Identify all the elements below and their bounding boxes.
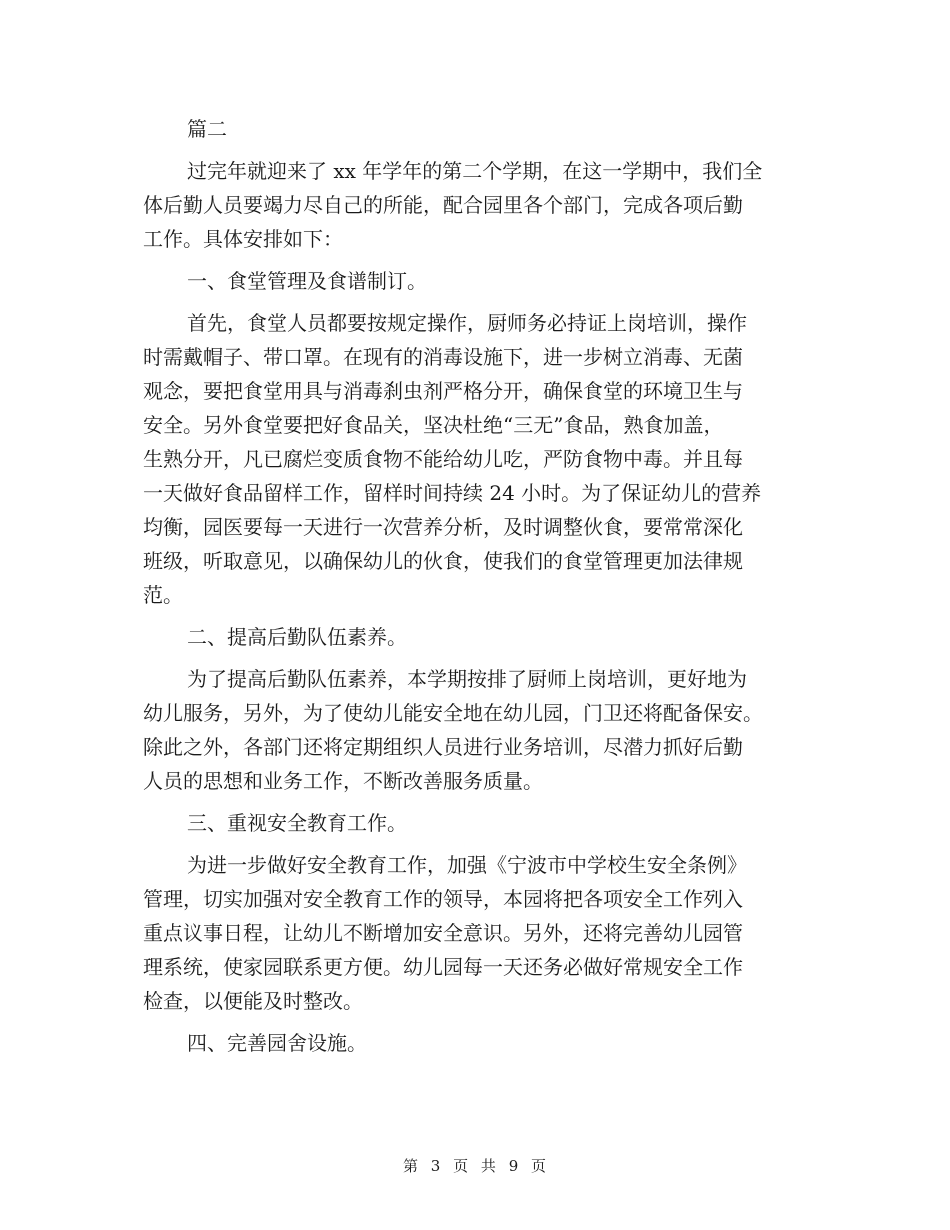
paragraph-line: 首先，食堂人员都要按规定操作，厨师务必持证上岗培训，操作 — [187, 311, 747, 335]
paragraph-line: 一天做好食品留样工作，留样时间持续 24 小时。为了保证幼儿的营养 — [143, 481, 762, 505]
footer-page-word: 页 — [453, 1157, 470, 1175]
paragraph-line: 管理，切实加强对安全教育工作的领导，本园将把各项安全工作列入 — [143, 887, 743, 911]
section-heading: 二、提高后勤队伍素养。 — [187, 625, 407, 649]
paragraph-line: 范。 — [143, 583, 183, 607]
paragraph-line: 除此之外，各部门还将定期组织人员进行业务培训，尽潜力抓好后勤 — [143, 735, 743, 759]
paragraph-line: 班级，听取意见，以确保幼儿的伙食，使我们的食堂管理更加法律规 — [143, 549, 743, 573]
section-heading: 一、食堂管理及食谱制订。 — [187, 269, 427, 293]
section-heading: 三、重视安全教育工作。 — [187, 811, 407, 835]
paragraph-intro — [143, 154, 813, 256]
paragraph-line: 重点议事日程，让幼儿不断增加安全意识。另外，还将完善幼儿园管 — [143, 921, 743, 945]
section-title: 篇二 — [187, 117, 227, 141]
section-heading: 四、完善园舍设施。 — [187, 1031, 367, 1055]
paragraph-line: 体后勤人员要竭力尽自己的所能，配合园里各个部门，完成各项后勤 — [143, 193, 743, 217]
page-footer — [0, 1155, 950, 1176]
footer-total-word: 共 — [480, 1157, 497, 1175]
paragraph-line: 为进一步做好安全教育工作，加强《宁波市中学校生安全条例》 — [187, 853, 747, 877]
paragraph-line: 观念，要把食堂用具与消毒刹虫剂严格分开，确保食堂的环境卫生与 — [143, 379, 743, 403]
paragraph-line: 过完年就迎来了 xx 年学年的第二个学期，在这一学期中，我们全 — [187, 159, 763, 183]
paragraph-canteen — [143, 306, 813, 612]
paragraph-staff — [143, 662, 813, 798]
paragraph-safety — [143, 848, 813, 1018]
paragraph-line: 工作。具体安排如下： — [143, 227, 343, 251]
document-body — [143, 112, 813, 1060]
paragraph-line: 生熟分开，凡已腐烂变质食物不能给幼儿吃，严防食物中毒。并且每 — [143, 447, 743, 471]
paragraph-line: 时需戴帽子、带口罩。在现有的消毒设施下，进一步树立消毒、无菌 — [143, 345, 743, 369]
paragraph-line: 理系统，使家园联系更方便。幼儿园每一天还务必做好常规安全工作 — [143, 955, 743, 979]
footer-current-page: 3 — [430, 1157, 442, 1175]
footer-total-pages: 9 — [508, 1157, 520, 1175]
paragraph-line: 人员的思想和业务工作，不断改善服务质量。 — [143, 769, 543, 793]
paragraph-line: 检查，以便能及时整改。 — [143, 989, 363, 1013]
paragraph-line: 均衡，园医要每一天进行一次营养分析，及时调整伙食，要常常深化 — [143, 515, 743, 539]
footer-suffix: 页 — [531, 1157, 548, 1175]
footer-prefix: 第 — [402, 1157, 419, 1175]
paragraph-line: 为了提高后勤队伍素养，本学期按排了厨师上岗培训，更好地为 — [187, 667, 747, 691]
paragraph-line: 幼儿服务，另外，为了使幼儿能安全地在幼儿园，门卫还将配备保安。 — [143, 701, 763, 725]
paragraph-line: 安全。另外食堂要把好食品关，坚决杜绝“三无”食品，熟食加盖， — [143, 413, 724, 437]
